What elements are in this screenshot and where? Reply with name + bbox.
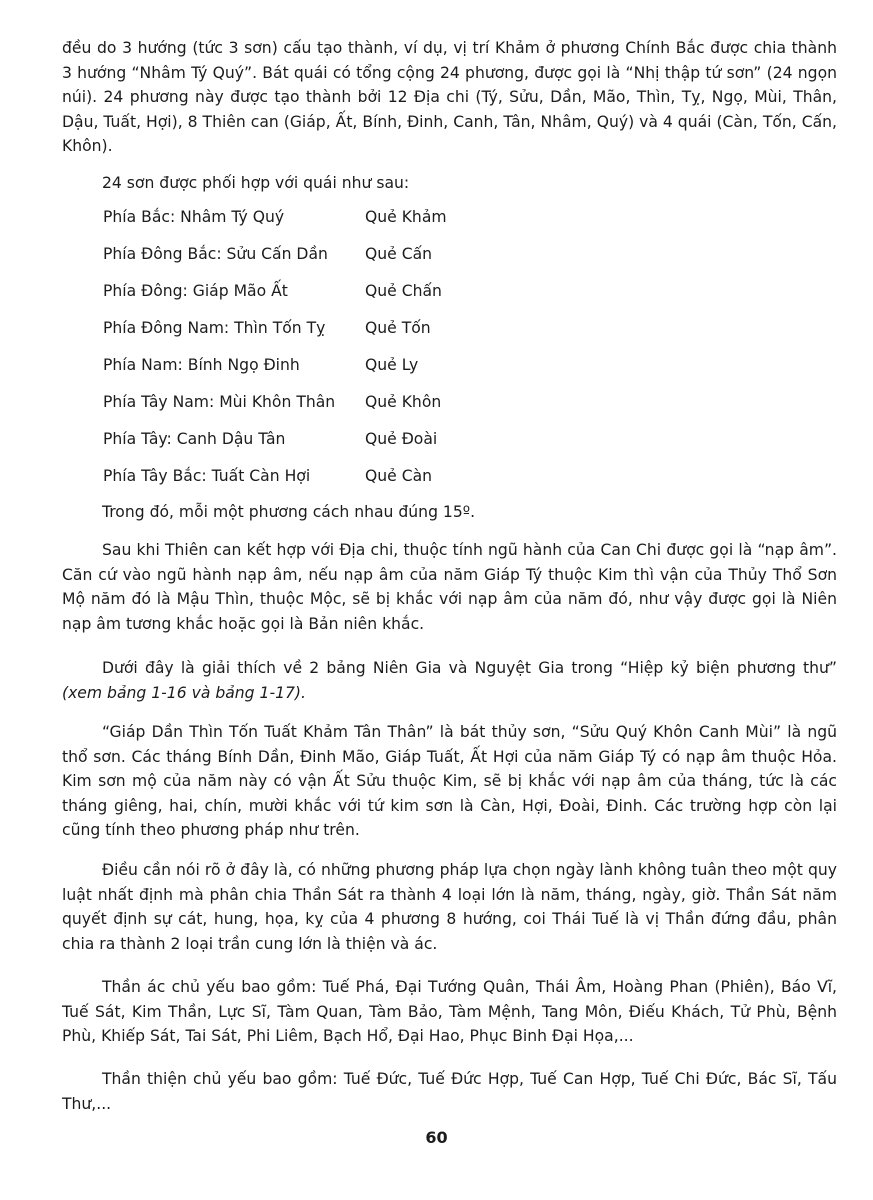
direction-label: Phía Bắc: Nhâm Tý Quý (103, 208, 285, 226)
table-reference: (xem bảng 1-16 và bảng 1-17). (62, 683, 306, 702)
trigram-label: Quẻ Ly (365, 356, 419, 374)
paragraph-than-sat: Điều cần nói rõ ở đây là, có những phương pháp lựa chọn ngày lành không tuân theo một quy luật nhất định mà phân chia Thần Sát ra thành 4 loại lớn là năm, tháng, ngày, giờ. Thần Sát năm quyết định sự cát, hung, họa, kỵ của 4 phương 8 hướng, coi Thái Tuế là vị Thần đứng đầu, phân chia ra thành 2 loại trần cung lớn là thiện và ác. (62, 861, 837, 953)
page-number: 60 (425, 1128, 448, 1147)
trigram-label: Quẻ Chấn (365, 282, 442, 300)
paragraph-spacing-note: Trong đó, mỗi một phương cách nhau đúng 15º. (102, 503, 476, 521)
trigram-label: Quẻ Khảm (365, 208, 447, 226)
direction-label: Phía Đông Nam: Thìn Tốn Tỵ (103, 319, 326, 337)
paragraph-list-intro: 24 sơn được phối hợp với quái như sau: (102, 174, 410, 192)
paragraph-intro: đều do 3 hướng (tức 3 sơn) cấu tạo thành, ví dụ, vị trí Khảm ở phương Chính Bắc được chia thành 3 hướng “Nhâm Tý Quý”. Bát quái có tổng cộng 24 phương, được gọi là “Nhị thập tứ sơn” (24 ngọn núi). 24 phương này được tạo thành bởi 12 Địa chi (Tý, Sửu, Dần, Mão, Thìn, Tỵ, Ngọ, Mùi, Thân, Dậu, Tuất, Hợi), 8 Thiên can (Giáp, Ất, Bính, Đinh, Canh, Tân, Nhâm, Quý) và 4 quái (Càn, Tốn, Cấn, Khôn). (62, 39, 837, 155)
trigram-label: Quẻ Cấn (365, 245, 433, 263)
list-item (103, 390, 503, 414)
direction-label: Phía Tây: Canh Dậu Tân (103, 430, 286, 448)
paragraph-nap-am: Sau khi Thiên can kết hợp với Địa chi, thuộc tính ngũ hành của Can Chi được gọi là “nạp âm”. Căn cứ vào ngũ hành nạp âm, nếu nạp âm của năm Giáp Tý thuộc Kim thì vận của Thủy Thổ Sơn Mộ năm đó là Mậu Thìn, thuộc Mộc, sẽ bị khắc với nạp âm của năm đó, như vậy được gọi là Niên nạp âm tương khắc hoặc gọi là Bản niên khắc. (62, 541, 837, 633)
direction-label: Phía Tây Nam: Mùi Khôn Thân (103, 393, 336, 411)
list-item (103, 205, 503, 229)
list-item (103, 242, 503, 266)
direction-label: Phía Nam: Bính Ngọ Đinh (103, 356, 300, 374)
direction-label: Phía Tây Bắc: Tuất Càn Hợi (103, 467, 311, 485)
paragraph-text: Dưới đây là giải thích về 2 bảng Niên Gia và Nguyệt Gia trong “Hiệp kỷ biện phương thư” (102, 659, 837, 677)
trigram-label: Quẻ Tốn (365, 319, 431, 337)
trigram-label: Quẻ Khôn (365, 393, 442, 411)
list-item (103, 427, 503, 451)
paragraph-than-thien: Thần thiện chủ yếu bao gồm: Tuế Đức, Tuế Đức Hợp, Tuế Can Hợp, Tuế Chi Đức, Bác Sĩ, Tấu Thư,... (62, 1070, 837, 1113)
paragraph-than-ac: Thần ác chủ yếu bao gồm: Tuế Phá, Đại Tướng Quân, Thái Âm, Hoàng Phan (Phiên), Báo Vĩ, Tuế Sát, Kim Thần, Lực Sĩ, Tàm Quan, Tàm Bảo, Tàm Mệnh, Tang Môn, Điếu Khách, Tử Phù, Bệnh Phù, Khiếp Sát, Tai Sát, Phi Liêm, Bạch Hổ, Đại Hao, Phục Binh Đại Họa,... (62, 978, 837, 1045)
direction-label: Phía Đông: Giáp Mão Ất (103, 282, 288, 300)
list-item (103, 353, 503, 377)
list-item (103, 316, 503, 340)
paragraph-nien-gia (62, 656, 837, 705)
direction-label: Phía Đông Bắc: Sửu Cấn Dần (103, 245, 328, 263)
list-item (103, 279, 503, 303)
trigram-label: Quẻ Đoài (365, 430, 438, 448)
trigram-label: Quẻ Càn (365, 467, 433, 485)
list-item (103, 464, 503, 488)
paragraph-son-explanation: “Giáp Dần Thìn Tốn Tuất Khảm Tân Thân” là bát thủy sơn, “Sửu Quý Khôn Canh Mùi” là ngũ thổ sơn. Các tháng Bính Dần, Đinh Mão, Giáp Tuất, Ất Hợi của năm Giáp Tý có nạp âm thuộc Hỏa. Kim sơn mộ của năm này có vận Ất Sửu thuộc Kim, sẽ bị khắc với nạp âm của tháng, tức là các tháng giêng, hai, chín, mười khắc với tứ kim sơn là Càn, Hợi, Đoài, Đinh. Các trường hợp còn lại cũng tính theo phương pháp như trên. (62, 723, 837, 839)
